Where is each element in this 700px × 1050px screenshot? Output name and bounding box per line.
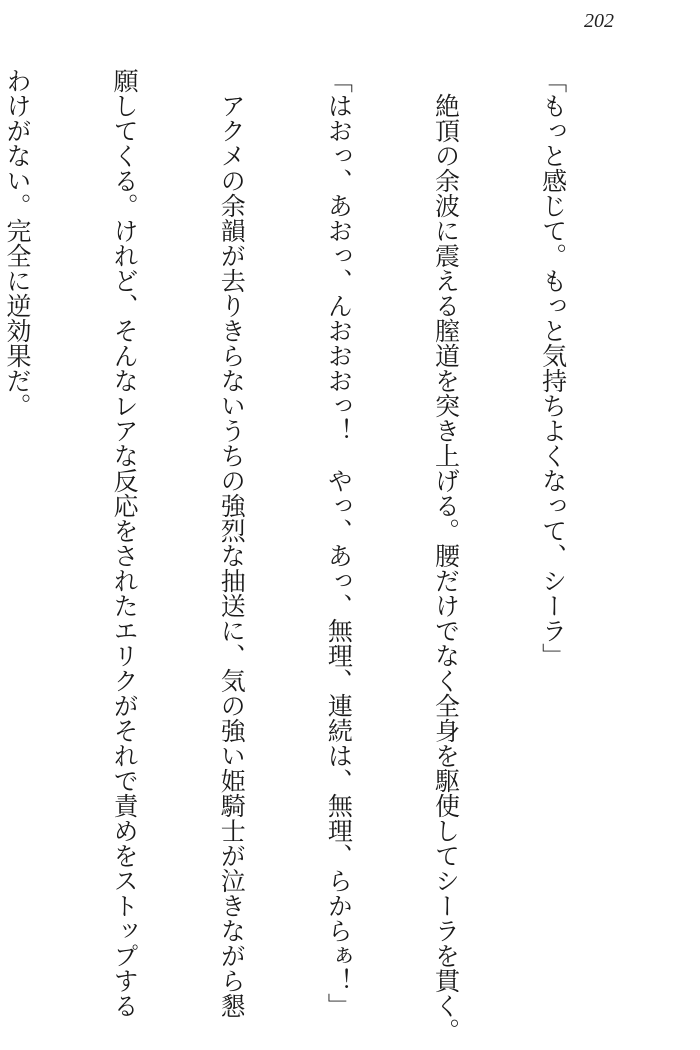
- text-line: 「はおっ、あおっ、んおおおっ！ やっ、あっ、無理、連続は、無理、らからぁ！」: [324, 68, 354, 1018]
- text-line: 願してくる。けれど、そんなレアな反応をされたエリクがそれで責めをストップする: [110, 68, 140, 1018]
- page-number: 202: [584, 10, 614, 32]
- text-line: 「もっと感じて。もっと気持ちよくなって、シーラ」: [538, 68, 568, 668]
- text-line: わけがない。完全に逆効果だ。: [3, 68, 33, 418]
- text-line: 絶頂の余波に震える膣道を突き上げる。腰だけでなく全身を駆使してシーラを貫く。: [431, 68, 461, 1043]
- vertical-text-body: [0, 68, 642, 1043]
- text-line: アクメの余韻が去りきらないうちの強烈な抽送に、気の強い姫騎士が泣きながら懇: [217, 68, 247, 1018]
